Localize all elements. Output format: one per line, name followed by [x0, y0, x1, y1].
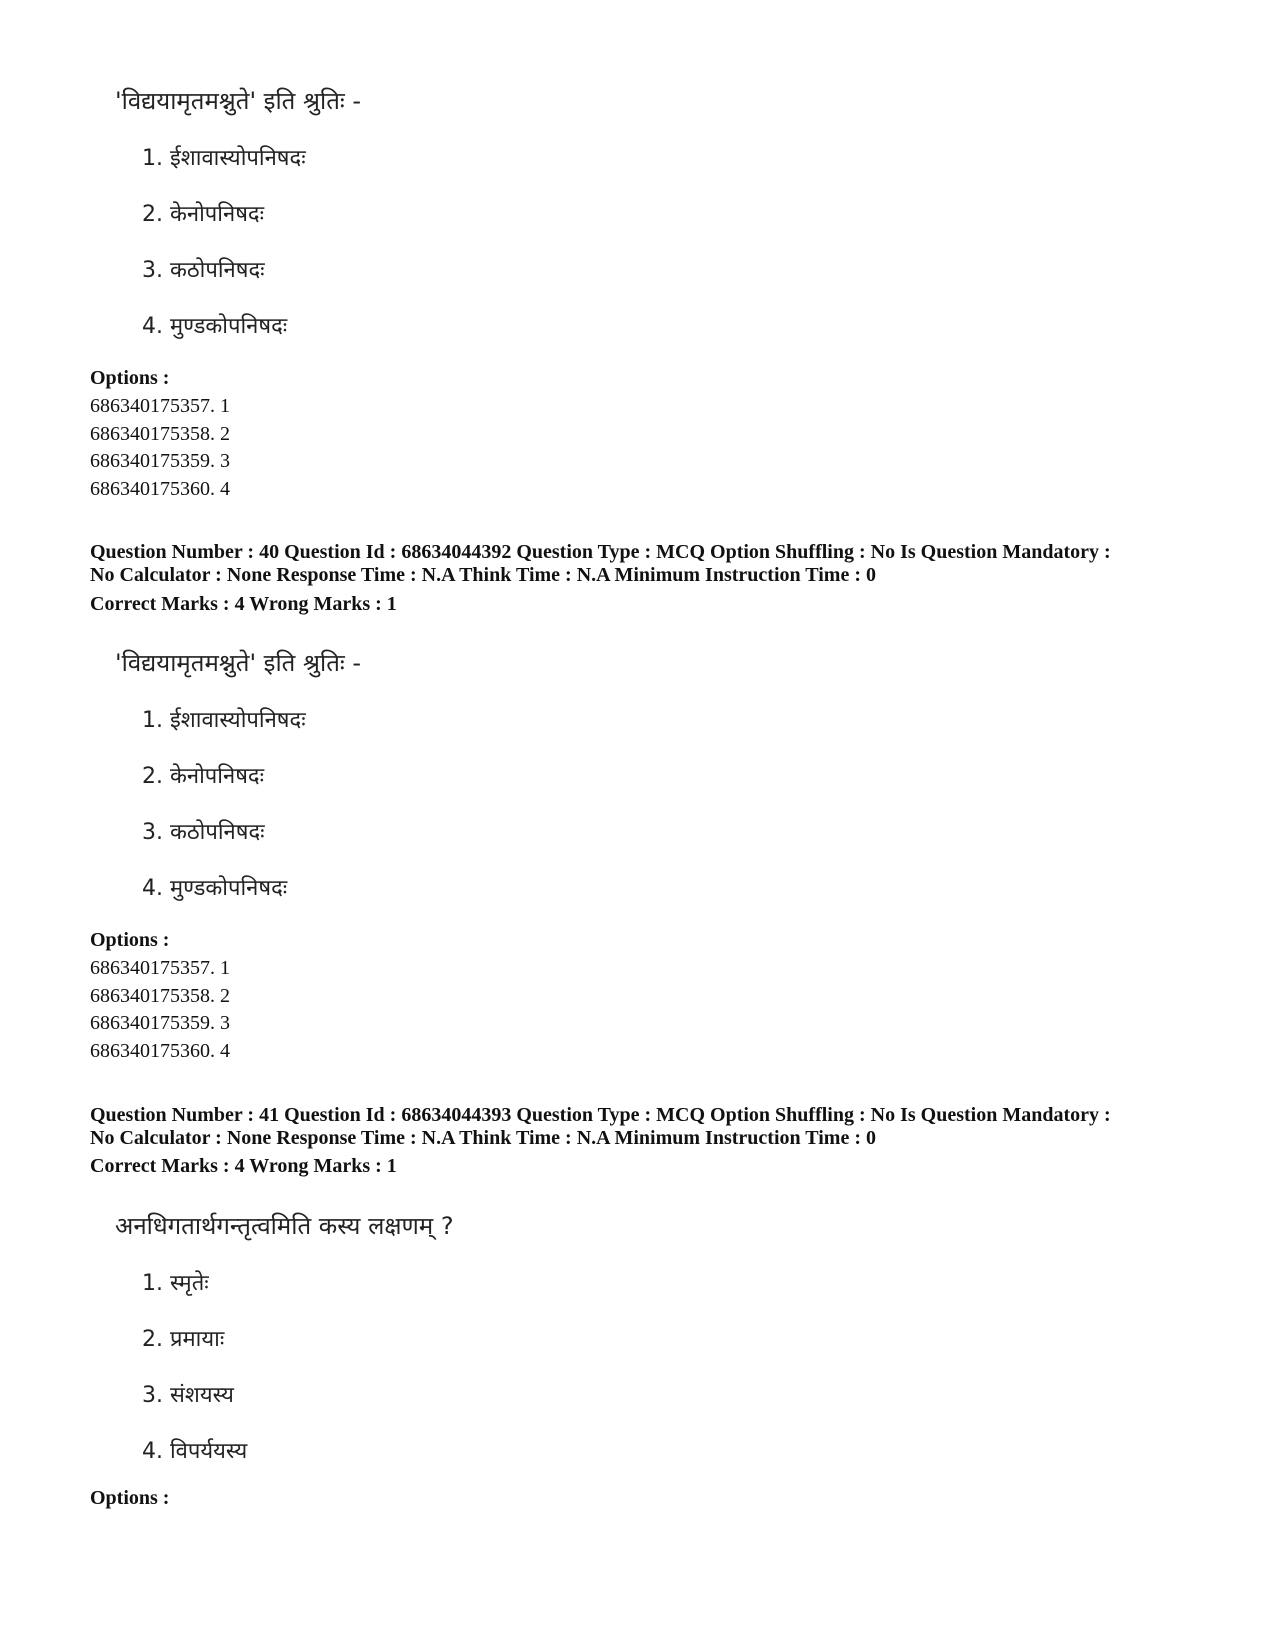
- q41-stem: अनधिगतार्थगन्तृत्वमिति कस्य लक्षणम् ?: [115, 1212, 454, 1240]
- q39-option-2: 686340175358. 2: [90, 423, 230, 445]
- q39-options-heading: Options :: [90, 367, 170, 389]
- q39-option-3: 686340175359. 3: [90, 450, 230, 472]
- q41-choice-2: 2. प्रमायाः: [142, 1327, 225, 1352]
- q41-marks: Correct Marks : 4 Wrong Marks : 1: [90, 1155, 397, 1177]
- q40-marks: Correct Marks : 4 Wrong Marks : 1: [90, 593, 397, 615]
- q39-stem: 'विद्ययामृतमश्नुते' इति श्रुतिः -: [115, 87, 362, 115]
- q39-choice-4: 4. मुण्डकोपनिषदः: [142, 314, 288, 339]
- q40-options-heading: Options :: [90, 929, 170, 951]
- q41-choice-3: 3. संशयस्य: [142, 1383, 234, 1408]
- q41-meta-line-1: Question Number : 41 Question Id : 68634044393 Question Type : MCQ Option Shuffling : No Is Question Mandatory :: [90, 1104, 1111, 1126]
- q40-option-4: 686340175360. 4: [90, 1040, 230, 1062]
- q39-choice-3: 3. कठोपनिषदः: [142, 258, 265, 283]
- q39-choice-1: 1. ईशावास्योपनिषदः: [142, 146, 306, 171]
- q39-choice-2: 2. केनोपनिषदः: [142, 202, 265, 227]
- q40-choice-3: 3. कठोपनिषदः: [142, 820, 265, 845]
- q40-choice-4: 4. मुण्डकोपनिषदः: [142, 876, 288, 901]
- q41-choice-4: 4. विपर्ययस्य: [142, 1439, 248, 1464]
- q41-choice-1: 1. स्मृतेः: [142, 1271, 209, 1296]
- q41-meta-line-2: No Calculator : None Response Time : N.A Think Time : N.A Minimum Instruction Time : 0: [90, 1127, 876, 1149]
- q39-option-1: 686340175357. 1: [90, 395, 230, 417]
- q40-choice-1: 1. ईशावास्योपनिषदः: [142, 708, 306, 733]
- q40-meta-line-2: No Calculator : None Response Time : N.A Think Time : N.A Minimum Instruction Time : 0: [90, 564, 876, 586]
- q40-meta-line-1: Question Number : 40 Question Id : 68634044392 Question Type : MCQ Option Shuffling : No Is Question Mandatory :: [90, 541, 1111, 563]
- q40-option-2: 686340175358. 2: [90, 985, 230, 1007]
- q40-option-1: 686340175357. 1: [90, 957, 230, 979]
- q40-option-3: 686340175359. 3: [90, 1012, 230, 1034]
- q40-choice-2: 2. केनोपनिषदः: [142, 764, 265, 789]
- q41-options-heading: Options :: [90, 1487, 170, 1509]
- q39-option-4: 686340175360. 4: [90, 478, 230, 500]
- q40-stem: 'विद्ययामृतमश्नुते' इति श्रुतिः -: [115, 649, 362, 677]
